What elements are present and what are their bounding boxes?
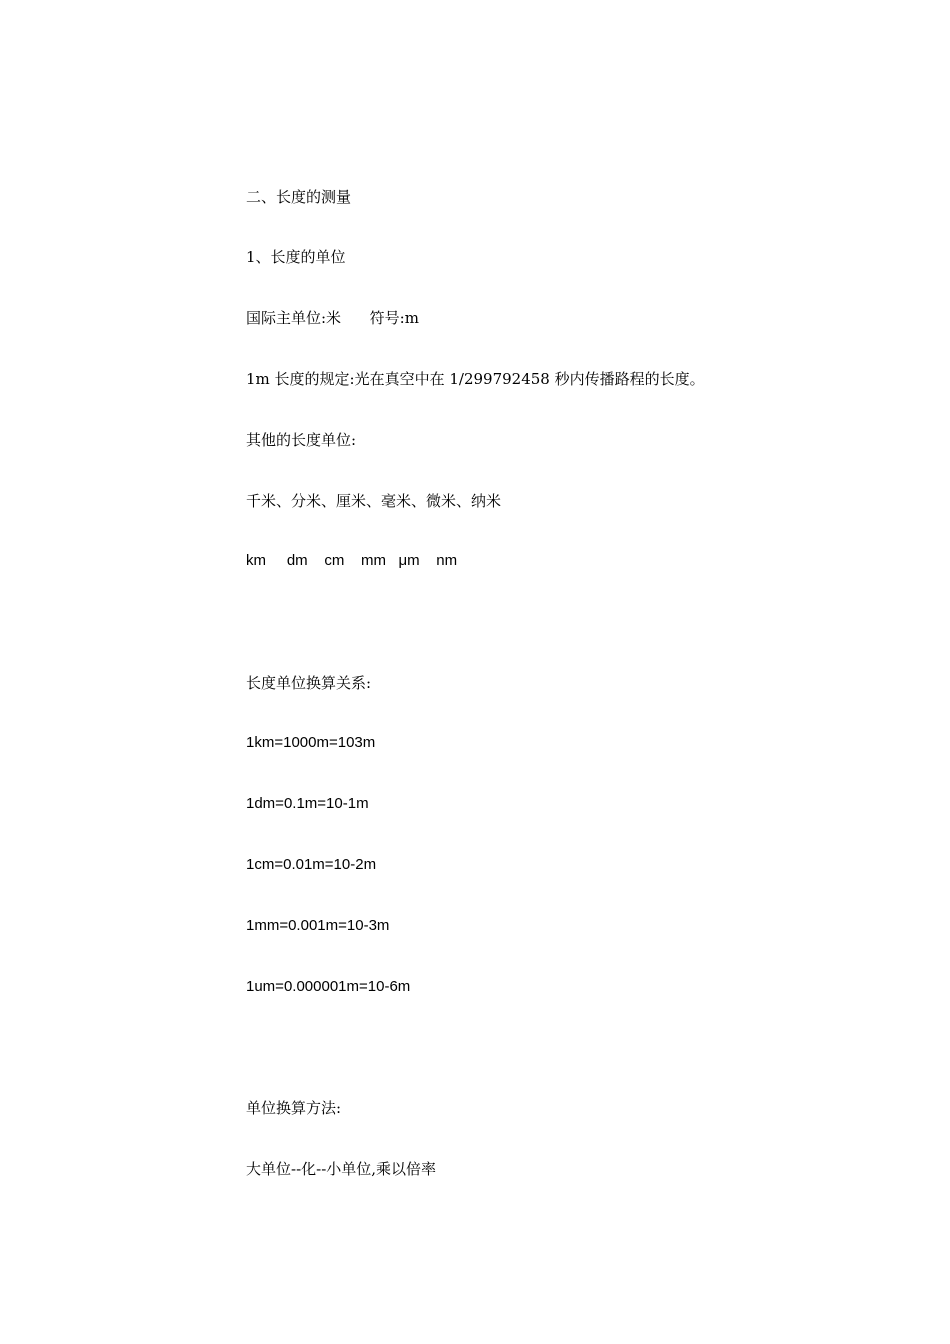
conversion-km: 1km=1000m=103m <box>246 734 376 751</box>
conversion-dm: 1dm=0.1m=10-1m <box>246 795 369 812</box>
si-unit-line: 国际主单位:米 符号:m <box>246 309 419 327</box>
conversion-cm: 1cm=0.01m=10-2m <box>246 856 377 873</box>
conversion-um: 1um=0.000001m=10-6m <box>246 978 411 995</box>
conversion-label: 长度单位换算关系: <box>246 674 372 692</box>
method-label: 单位换算方法: <box>246 1099 342 1117</box>
conversion-mm: 1mm=0.001m=10-3m <box>246 917 390 934</box>
other-units-label: 其他的长度单位: <box>246 431 357 449</box>
method-rule: 大单位--化--小单位,乘以倍率 <box>246 1160 437 1178</box>
meter-definition: 1m 长度的规定:光在真空中在 1/299792458 秒内传播路程的长度。 <box>246 370 705 388</box>
section-heading: 二、长度的测量 <box>246 188 352 206</box>
subsection-heading: 1、长度的单位 <box>246 248 346 266</box>
other-units-symbols: km dm cm mm μm nm <box>246 552 458 569</box>
other-units-chinese: 千米、分米、厘米、毫米、微米、纳米 <box>246 492 502 510</box>
